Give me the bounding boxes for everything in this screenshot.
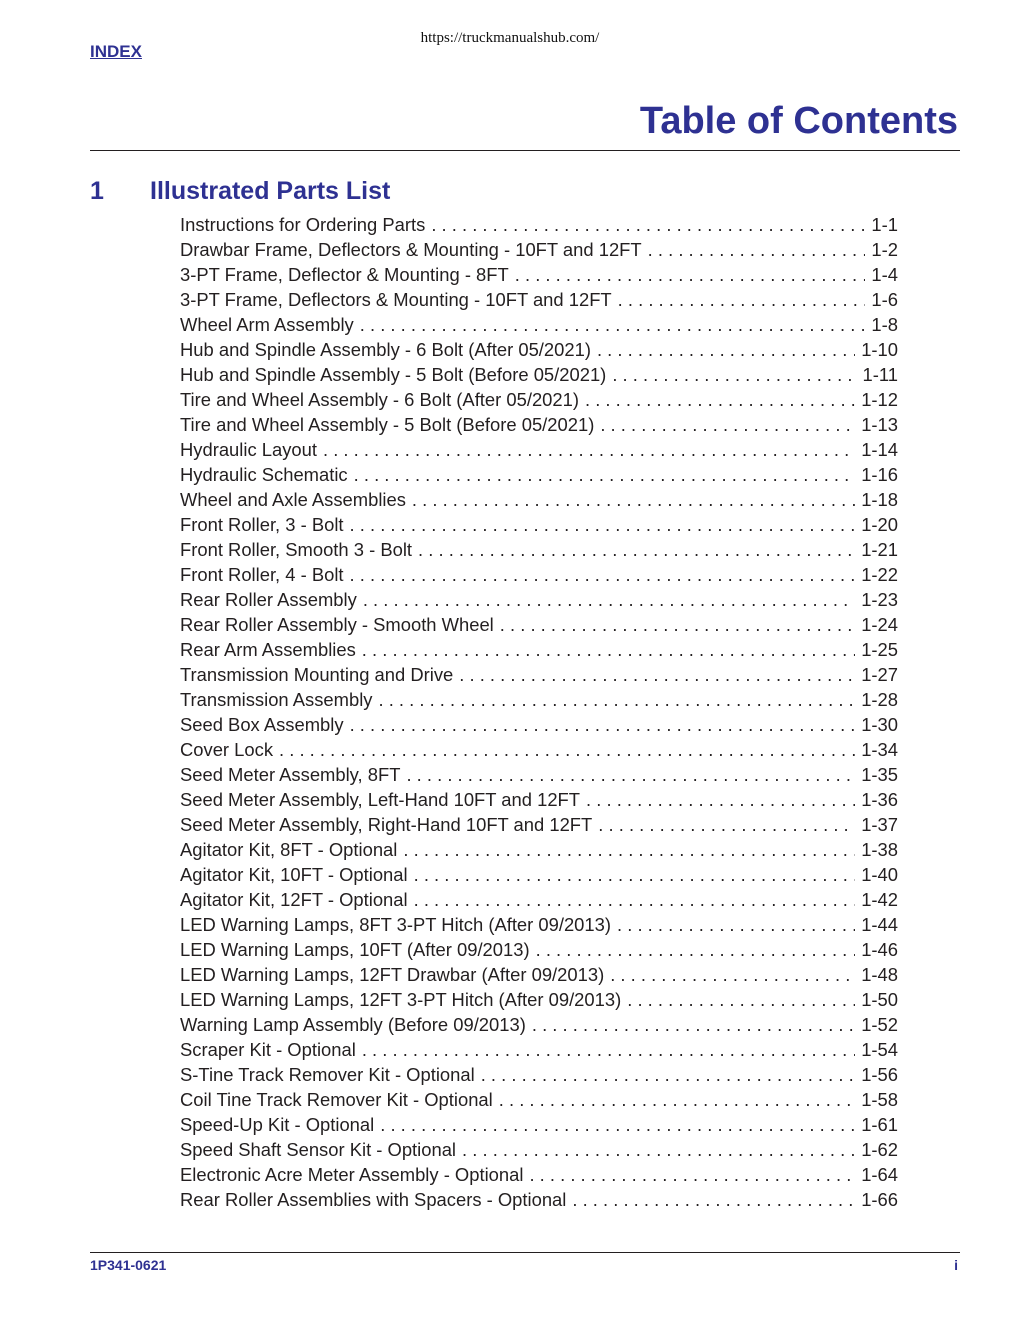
toc-dot-leader xyxy=(350,714,856,736)
toc-entry[interactable] xyxy=(180,264,898,289)
toc-entry[interactable] xyxy=(180,464,898,489)
toc-dot-leader xyxy=(627,989,855,1011)
toc-entry-page[interactable]: 1-22 xyxy=(861,564,898,585)
toc-entry-page[interactable]: 1-1 xyxy=(871,214,898,235)
toc-entry-title[interactable]: LED Warning Lamps, 12FT Drawbar (After 09/2013) xyxy=(180,964,605,985)
toc-entry-title[interactable]: LED Warning Lamps, 10FT (After 09/2013) xyxy=(180,939,530,960)
footer-divider xyxy=(90,1252,960,1253)
toc-dot-leader xyxy=(414,889,856,911)
toc-entry-title[interactable]: Agitator Kit, 10FT - Optional xyxy=(180,864,408,885)
toc-entry-title[interactable]: Warning Lamp Assembly (Before 09/2013) xyxy=(180,1014,526,1035)
footer-doc-number: 1P341-0621 xyxy=(90,1257,167,1273)
toc-entry-title[interactable]: Speed Shaft Sensor Kit - Optional xyxy=(180,1139,457,1160)
toc-entry[interactable] xyxy=(180,814,898,839)
toc-entry[interactable] xyxy=(180,1064,898,1089)
toc-entry-title[interactable]: Instructions for Ordering Parts xyxy=(180,214,426,235)
toc-entry-title[interactable]: Seed Meter Assembly, Right-Hand 10FT and 12FT xyxy=(180,814,593,835)
toc-dot-leader xyxy=(585,389,855,411)
toc-entry-page[interactable]: 1-24 xyxy=(861,614,898,635)
toc-dot-leader xyxy=(354,464,856,486)
toc-entry[interactable] xyxy=(180,1114,898,1139)
toc-entry-title[interactable]: Cover Lock xyxy=(180,739,274,760)
index-link[interactable]: INDEX xyxy=(90,42,142,61)
toc-entry[interactable] xyxy=(180,964,898,989)
toc-entry-page[interactable]: 1-37 xyxy=(861,814,898,835)
toc-entry-title[interactable]: Front Roller, 3 - Bolt xyxy=(180,514,344,535)
section-title[interactable]: Illustrated Parts List xyxy=(150,177,391,205)
toc-entry-page[interactable]: 1-54 xyxy=(861,1039,898,1060)
toc-entry-page[interactable]: 1-61 xyxy=(861,1114,898,1135)
toc-entry[interactable] xyxy=(180,764,898,789)
toc-entry-page[interactable]: 1-28 xyxy=(861,689,898,710)
toc-entry-page[interactable]: 1-46 xyxy=(861,939,898,960)
toc-dot-leader xyxy=(406,764,855,786)
toc-entry[interactable] xyxy=(180,439,898,464)
toc-entry-title[interactable]: Front Roller, 4 - Bolt xyxy=(180,564,344,585)
toc-entry[interactable] xyxy=(180,364,898,389)
toc-entry[interactable] xyxy=(180,989,898,1014)
toc-entry[interactable] xyxy=(180,614,898,639)
toc-dot-leader xyxy=(610,964,855,986)
toc-dot-leader xyxy=(648,239,866,261)
toc-entry-title[interactable]: 3-PT Frame, Deflector & Mounting - 8FT xyxy=(180,264,509,285)
toc-dot-leader xyxy=(279,739,855,761)
toc-entry-title[interactable]: Agitator Kit, 12FT - Optional xyxy=(180,889,408,910)
toc-dot-leader xyxy=(499,1089,855,1111)
toc-entry-title[interactable]: Coil Tine Track Remover Kit - Optional xyxy=(180,1089,493,1110)
toc-entry-page[interactable]: 1-44 xyxy=(861,914,898,935)
toc-dot-leader xyxy=(360,314,866,336)
toc-entry-page[interactable]: 1-38 xyxy=(861,839,898,860)
toc-list xyxy=(180,214,898,1214)
page-title: Table of Contents xyxy=(639,100,958,142)
toc-entry-title[interactable]: Scraper Kit - Optional xyxy=(180,1039,356,1060)
toc-dot-leader xyxy=(462,1139,855,1161)
toc-dot-leader xyxy=(403,839,855,861)
toc-entry-title[interactable]: S-Tine Track Remover Kit - Optional xyxy=(180,1064,475,1085)
toc-entry[interactable] xyxy=(180,839,898,864)
toc-entry-page[interactable]: 1-42 xyxy=(861,889,898,910)
toc-entry[interactable] xyxy=(180,639,898,664)
toc-dot-leader xyxy=(600,414,855,436)
toc-dot-leader xyxy=(515,264,866,286)
toc-entry[interactable] xyxy=(180,1039,898,1064)
toc-dot-leader xyxy=(350,564,856,586)
toc-entry-page[interactable]: 1-62 xyxy=(861,1139,898,1160)
toc-entry-page[interactable]: 1-66 xyxy=(861,1189,898,1210)
toc-entry-page[interactable]: 1-58 xyxy=(861,1089,898,1110)
toc-dot-leader xyxy=(586,789,855,811)
toc-entry-title[interactable]: Hydraulic Schematic xyxy=(180,464,348,485)
toc-entry[interactable] xyxy=(180,339,898,364)
toc-dot-leader xyxy=(362,639,855,661)
footer-page-number: i xyxy=(954,1257,958,1273)
toc-entry-title[interactable]: Hub and Spindle Assembly - 5 Bolt (Before 05/2021) xyxy=(180,364,607,385)
toc-entry-title[interactable]: Seed Box Assembly xyxy=(180,714,344,735)
toc-entry-title[interactable]: LED Warning Lamps, 12FT 3-PT Hitch (After 09/2013) xyxy=(180,989,622,1010)
toc-entry-title[interactable]: Wheel Arm Assembly xyxy=(180,314,354,335)
toc-dot-leader xyxy=(532,1014,855,1036)
toc-dot-leader xyxy=(412,489,855,511)
title-divider xyxy=(90,150,960,151)
toc-entry[interactable] xyxy=(180,589,898,614)
toc-entry-page[interactable]: 1-50 xyxy=(861,989,898,1010)
toc-entry[interactable] xyxy=(180,664,898,689)
toc-entry[interactable] xyxy=(180,389,898,414)
toc-entry-page[interactable]: 1-23 xyxy=(861,589,898,610)
toc-entry-title[interactable]: Drawbar Frame, Deflectors & Mounting - 10FT and 12FT xyxy=(180,239,642,260)
toc-entry-page[interactable]: 1-56 xyxy=(861,1064,898,1085)
toc-entry[interactable] xyxy=(180,939,898,964)
toc-entry-title[interactable]: Rear Roller Assemblies with Spacers - Optional xyxy=(180,1189,567,1210)
toc-dot-leader xyxy=(536,939,856,961)
toc-entry-title[interactable]: Rear Roller Assembly xyxy=(180,589,357,610)
toc-entry-page[interactable]: 1-34 xyxy=(861,739,898,760)
toc-entry-page[interactable]: 1-12 xyxy=(861,389,898,410)
toc-entry-page[interactable]: 1-14 xyxy=(861,439,898,460)
toc-entry[interactable] xyxy=(180,239,898,264)
toc-entry-page[interactable]: 1-27 xyxy=(861,664,898,685)
toc-entry-page[interactable]: 1-20 xyxy=(861,514,898,535)
toc-dot-leader xyxy=(612,364,856,386)
toc-entry-page[interactable]: 1-36 xyxy=(861,789,898,810)
toc-entry-page[interactable]: 1-11 xyxy=(862,364,898,385)
toc-entry-page[interactable]: 1-35 xyxy=(861,764,898,785)
toc-entry[interactable] xyxy=(180,789,898,814)
toc-entry-page[interactable]: 1-8 xyxy=(871,314,898,335)
toc-entry-title[interactable]: Front Roller, Smooth 3 - Bolt xyxy=(180,539,413,560)
toc-dot-leader xyxy=(618,289,866,311)
toc-entry-title[interactable]: LED Warning Lamps, 8FT 3-PT Hitch (After 09/2013) xyxy=(180,914,611,935)
toc-entry[interactable] xyxy=(180,889,898,914)
toc-entry-title[interactable]: Hub and Spindle Assembly - 6 Bolt (After 05/2021) xyxy=(180,339,591,360)
toc-entry-page[interactable]: 1-64 xyxy=(861,1164,898,1185)
toc-entry-page[interactable]: 1-16 xyxy=(861,464,898,485)
toc-entry[interactable] xyxy=(180,514,898,539)
section-number: 1 xyxy=(90,177,104,205)
toc-dot-leader xyxy=(418,539,855,561)
toc-dot-leader xyxy=(617,914,855,936)
toc-entry-title[interactable]: Transmission Mounting and Drive xyxy=(180,664,454,685)
toc-dot-leader xyxy=(380,1114,855,1136)
toc-entry-page[interactable]: 1-2 xyxy=(871,239,898,260)
toc-dot-leader xyxy=(500,614,855,636)
toc-entry[interactable] xyxy=(180,689,898,714)
toc-entry-title[interactable]: Tire and Wheel Assembly - 6 Bolt (After 05/2021) xyxy=(180,389,579,410)
toc-dot-leader xyxy=(431,214,865,236)
toc-entry[interactable] xyxy=(180,489,898,514)
toc-entry-title[interactable]: Speed-Up Kit - Optional xyxy=(180,1114,375,1135)
toc-entry-title[interactable]: Rear Roller Assembly - Smooth Wheel xyxy=(180,614,494,635)
toc-dot-leader xyxy=(481,1064,856,1086)
toc-dot-leader xyxy=(598,814,855,836)
toc-entry-page[interactable]: 1-21 xyxy=(861,539,898,560)
toc-entry[interactable] xyxy=(180,214,898,239)
toc-entry-page[interactable]: 1-52 xyxy=(861,1014,898,1035)
toc-entry-title[interactable]: Agitator Kit, 8FT - Optional xyxy=(180,839,398,860)
toc-entry[interactable] xyxy=(180,289,898,314)
toc-entry-page[interactable]: 1-6 xyxy=(871,289,898,310)
toc-entry[interactable] xyxy=(180,1189,898,1214)
toc-entry[interactable] xyxy=(180,914,898,939)
toc-entry-page[interactable]: 1-48 xyxy=(861,964,898,985)
toc-entry[interactable] xyxy=(180,739,898,764)
toc-entry[interactable] xyxy=(180,564,898,589)
toc-entry-title[interactable]: Seed Meter Assembly, Left-Hand 10FT and 12FT xyxy=(180,789,581,810)
toc-entry-title[interactable]: Transmission Assembly xyxy=(180,689,373,710)
toc-entry[interactable] xyxy=(180,314,898,339)
toc-entry[interactable] xyxy=(180,1089,898,1114)
toc-entry-title[interactable]: Seed Meter Assembly, 8FT xyxy=(180,764,401,785)
toc-dot-leader xyxy=(414,864,856,886)
toc-entry-title[interactable]: Rear Arm Assemblies xyxy=(180,639,356,660)
toc-entry[interactable] xyxy=(180,1139,898,1164)
toc-entry-page[interactable]: 1-18 xyxy=(861,489,898,510)
toc-entry-title[interactable]: Tire and Wheel Assembly - 5 Bolt (Before 05/2021) xyxy=(180,414,595,435)
toc-dot-leader xyxy=(323,439,855,461)
toc-entry[interactable] xyxy=(180,714,898,739)
toc-dot-leader xyxy=(459,664,855,686)
toc-entry[interactable] xyxy=(180,1164,898,1189)
toc-entry-page[interactable]: 1-30 xyxy=(861,714,898,735)
toc-entry[interactable] xyxy=(180,539,898,564)
toc-entry-title[interactable]: Wheel and Axle Assemblies xyxy=(180,489,406,510)
toc-entry[interactable] xyxy=(180,1014,898,1039)
toc-entry[interactable] xyxy=(180,414,898,439)
toc-dot-leader xyxy=(529,1164,855,1186)
toc-dot-leader xyxy=(362,1039,855,1061)
toc-entry-page[interactable]: 1-10 xyxy=(861,339,898,360)
toc-entry-page[interactable]: 1-40 xyxy=(861,864,898,885)
toc-dot-leader xyxy=(572,1189,855,1211)
toc-entry[interactable] xyxy=(180,864,898,889)
toc-entry-page[interactable]: 1-4 xyxy=(871,264,898,285)
toc-dot-leader xyxy=(363,589,855,611)
toc-entry-page[interactable]: 1-13 xyxy=(861,414,898,435)
toc-dot-leader xyxy=(350,514,856,536)
toc-entry-page[interactable]: 1-25 xyxy=(861,639,898,660)
watermark-url: https://truckmanualshub.com/ xyxy=(420,30,600,46)
toc-entry-title[interactable]: Electronic Acre Meter Assembly - Optional xyxy=(180,1164,524,1185)
toc-dot-leader xyxy=(597,339,855,361)
toc-entry-title[interactable]: 3-PT Frame, Deflectors & Mounting - 10FT and 12FT xyxy=(180,289,612,310)
toc-dot-leader xyxy=(378,689,855,711)
toc-entry-title[interactable]: Hydraulic Layout xyxy=(180,439,317,460)
